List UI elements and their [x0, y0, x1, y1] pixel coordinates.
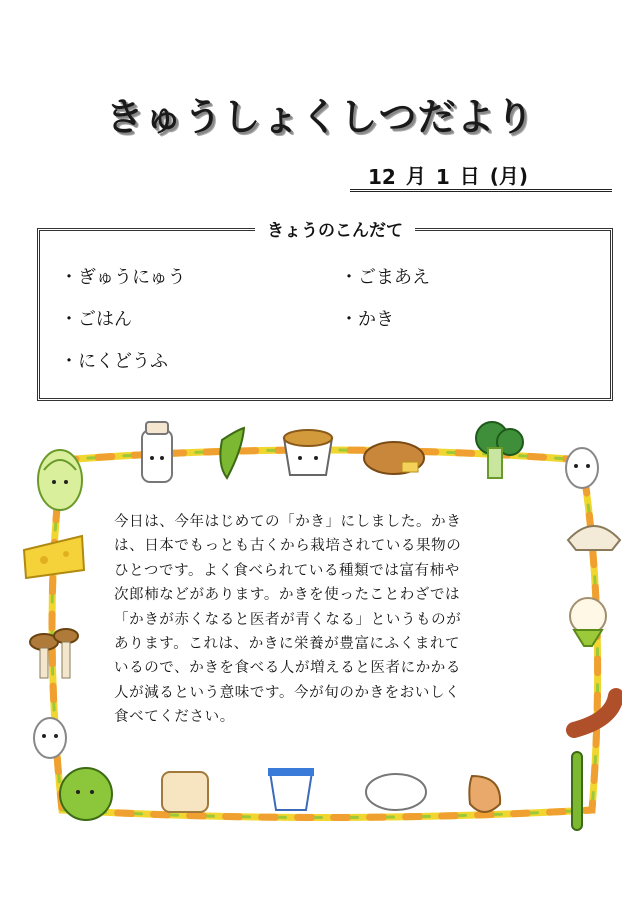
story-line: ひとつです。よく食べられている種類では富有柿や [114, 562, 460, 579]
story-line: 次郎柿などがあります。かきを使ったことわざでは [114, 587, 461, 604]
story-line: 「かきが赤くなると医者が青くなる」というものが [114, 611, 462, 628]
rice-bowl-icon [366, 774, 426, 810]
menu-item-goma-ae: ・ごまあえ [340, 267, 430, 288]
milk-bottle-icon [142, 422, 172, 482]
toast-icon [162, 772, 208, 812]
date-line [350, 162, 612, 192]
egg-icon [566, 448, 598, 488]
bread-icon [364, 442, 424, 474]
asparagus-icon [572, 752, 582, 830]
lettuce-icon [60, 768, 112, 820]
story-line: あります。これは、かきに栄養が豊富にふくまれて [114, 636, 461, 653]
date-weekday: (月) [489, 164, 529, 188]
story-line: 今日は、今年はじめての「かき」にしました。かき [114, 514, 462, 530]
story-line: 食べてください。 [114, 709, 235, 726]
menu-item-persimmon: ・かき [340, 309, 394, 330]
story-line: は、日本でもっとも古くから栽培されている果物の [114, 538, 462, 555]
page-title: きゅうしょくしつだより [105, 95, 535, 139]
story-text [114, 510, 534, 730]
menu-item-milk: ・ぎゅうにゅう [60, 267, 186, 288]
onion-icon [469, 776, 500, 812]
cheese-icon [24, 536, 84, 578]
date-day-unit: 日 [459, 164, 480, 188]
menu-heading: きょうのこんだて [255, 216, 415, 241]
date-month: 12 [368, 165, 396, 189]
menu-item-rice: ・ごはん [60, 309, 132, 330]
menu-item-niku-dofu: ・にくどうふ [60, 351, 168, 372]
broccoli-icon [476, 422, 523, 478]
date-month-unit: 月 [405, 164, 426, 188]
story-line: いるので、かきを食べる人が増えると医者にかかる [114, 660, 462, 677]
cabbage-icon [38, 450, 82, 510]
date-day: 1 [435, 165, 450, 189]
story-line: 人が減るという意味です。今が旬のかきをおいしく [114, 684, 461, 701]
egg-icon [34, 718, 66, 758]
yogurt-icon [268, 768, 314, 810]
natto-icon [284, 430, 332, 475]
clam-icon [568, 526, 620, 550]
